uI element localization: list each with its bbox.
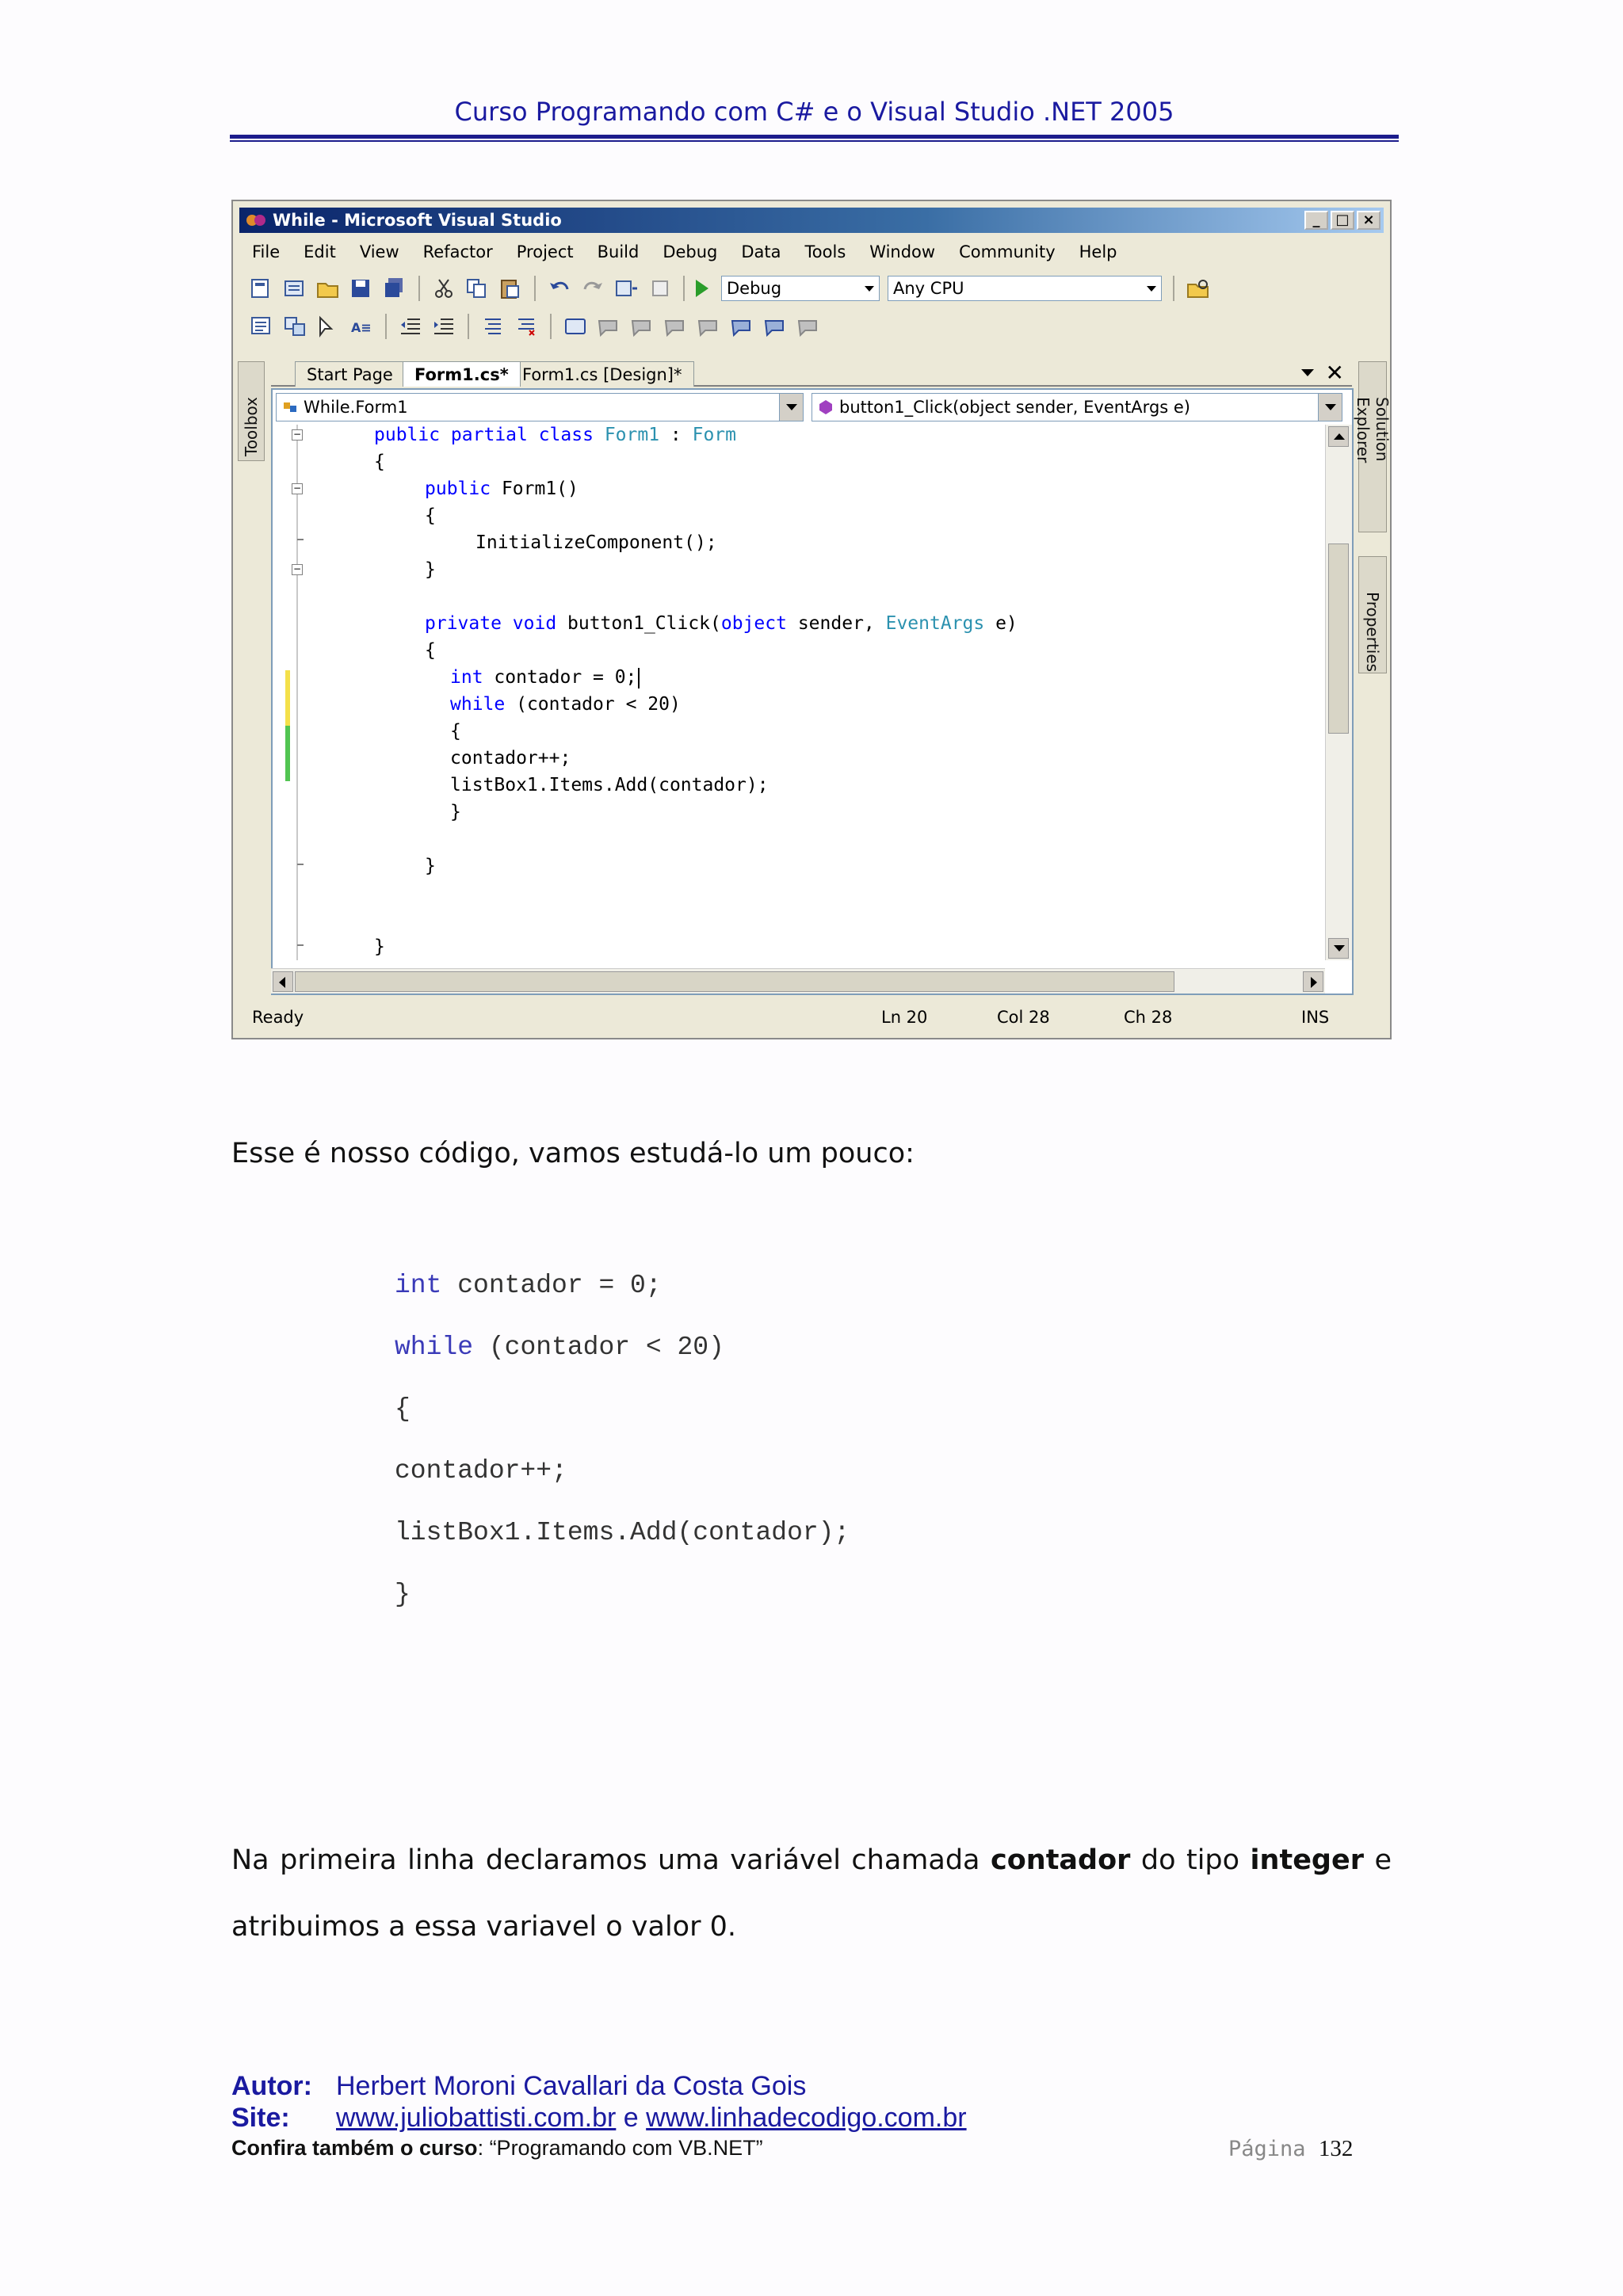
- menu-build[interactable]: Build: [597, 242, 640, 261]
- page-number-value: 132: [1318, 2136, 1354, 2161]
- header-rule: [230, 135, 1399, 139]
- footer-also-line: [231, 2136, 763, 2161]
- scroll-down-icon[interactable]: [1328, 938, 1349, 959]
- code-line: }: [425, 856, 436, 876]
- code-line: [425, 613, 1018, 634]
- keyword: while: [395, 1333, 474, 1362]
- keyword: int: [450, 667, 483, 688]
- save-icon[interactable]: [349, 277, 374, 300]
- solution-platform-value: Any CPU: [893, 279, 964, 298]
- type-name: EventArgs: [885, 613, 985, 634]
- toolbar-separator: [683, 276, 685, 301]
- snippet-line: {: [395, 1394, 411, 1424]
- menu-data[interactable]: Data: [741, 242, 781, 261]
- code-token: e): [984, 613, 1018, 634]
- toolbar-separator: [385, 314, 387, 339]
- code-token: sender,: [786, 613, 886, 634]
- also-label: Confira também o curso: [231, 2136, 478, 2160]
- snippet-line: [395, 1271, 662, 1300]
- code-token: (contador < 20): [473, 1333, 724, 1362]
- code-line: [374, 425, 736, 445]
- code-line: }: [450, 802, 461, 822]
- member-navigation-select[interactable]: [812, 393, 1342, 421]
- outline-margin: [296, 425, 298, 960]
- solution-explorer-tab-label: Solution Explorer: [1354, 397, 1392, 463]
- page-number: [1228, 2136, 1353, 2162]
- snippet-line: listBox1.Items.Add(contador);: [395, 1518, 850, 1547]
- new-project-icon[interactable]: [249, 277, 274, 300]
- document-tab-strip: [271, 358, 1352, 387]
- scroll-left-icon[interactable]: [273, 971, 293, 992]
- site-separator: e: [616, 2103, 647, 2133]
- quick-info-icon[interactable]: [315, 315, 341, 338]
- chevron-down-icon: [1147, 286, 1156, 292]
- decrease-indent-icon[interactable]: [398, 315, 423, 338]
- page-header-title: Curso Programando com C# e o Visual Studio .NET 2005: [454, 97, 1174, 127]
- toolbar-separator: [418, 276, 420, 301]
- code-token: contador = 0;: [483, 667, 637, 688]
- toolbar-separator: [1173, 276, 1174, 301]
- code-line: {: [374, 452, 385, 472]
- scroll-right-icon[interactable]: [1303, 971, 1323, 992]
- paste-icon[interactable]: [498, 277, 523, 300]
- tab-start-page[interactable]: Start Page: [295, 361, 405, 387]
- comment-lines-icon[interactable]: [480, 315, 506, 338]
- toolbox-tab[interactable]: [238, 361, 265, 461]
- complete-word-icon[interactable]: [349, 315, 374, 338]
- status-text: Ready: [252, 1008, 304, 1027]
- vs-window-title: While - Microsoft Visual Studio: [273, 211, 562, 230]
- code-token: Form1(): [491, 479, 579, 499]
- toggle-bookmark-icon[interactable]: [563, 315, 588, 338]
- status-insert-mode: INS: [1301, 1008, 1330, 1027]
- toolbar-separator: [534, 276, 536, 301]
- keyword: object: [720, 613, 787, 634]
- code-line: }: [374, 936, 385, 957]
- menu-window[interactable]: Window: [869, 242, 936, 261]
- chevron-down-icon: [865, 286, 874, 292]
- solution-configuration-value: Debug: [727, 279, 782, 298]
- close-window-button[interactable]: ×: [1357, 211, 1381, 230]
- keyword: private void: [425, 613, 557, 634]
- code-line: [425, 479, 579, 499]
- uncomment-lines-icon[interactable]: [514, 315, 539, 338]
- solution-configuration-select[interactable]: [721, 276, 880, 301]
- paragraph-text: Na primeira linha declaramos uma variável chamada: [231, 1844, 991, 1876]
- previous-bookmark-folder-icon[interactable]: [663, 315, 688, 338]
- solution-explorer-tab[interactable]: [1354, 361, 1392, 532]
- undo-icon[interactable]: [547, 277, 572, 300]
- outline-end-marker: [297, 864, 304, 865]
- member-navigation-value: button1_Click(object sender, EventArgs e): [839, 398, 1190, 417]
- type-name: Form: [692, 425, 736, 445]
- vertical-scrollbar[interactable]: [1325, 425, 1352, 960]
- menu-project[interactable]: Project: [516, 242, 574, 261]
- close-document-icon[interactable]: ✕: [1325, 360, 1344, 386]
- increase-indent-icon[interactable]: [431, 315, 456, 338]
- horizontal-scrollbar[interactable]: [271, 968, 1325, 994]
- type-name: Form1: [604, 425, 660, 445]
- toolbar-separator: [550, 314, 552, 339]
- tab-form1-cs[interactable]: Form1.cs*: [403, 361, 521, 387]
- clear-bookmarks-icon[interactable]: [796, 315, 821, 338]
- previous-bookmark-document-icon[interactable]: [729, 315, 754, 338]
- code-token: button1_Click(: [556, 613, 721, 634]
- menu-edit[interactable]: Edit: [304, 242, 336, 261]
- menu-view[interactable]: View: [359, 242, 399, 261]
- scroll-thumb[interactable]: [295, 971, 1174, 992]
- collapse-icon[interactable]: −: [292, 429, 302, 440]
- tab-form1-design[interactable]: Form1.cs [Design]*: [510, 361, 694, 387]
- keyword: public partial class: [374, 425, 594, 445]
- minimize-button[interactable]: _: [1304, 211, 1328, 230]
- open-folder-icon[interactable]: [315, 277, 341, 300]
- paragraph-text: e atribuimos a essa variavel o valor 0.: [231, 1844, 1392, 1943]
- navigate-backward-icon[interactable]: [613, 277, 639, 300]
- emphasis-integer: integer: [1250, 1844, 1364, 1876]
- display-object-member-list-icon[interactable]: [249, 315, 274, 338]
- method-icon: [817, 399, 834, 416]
- snippet-line: }: [395, 1580, 411, 1609]
- code-line: {: [425, 505, 436, 526]
- intro-paragraph: Esse é nosso código, vamos estudá-lo um pouco:: [231, 1138, 915, 1169]
- status-character: Ch 28: [1124, 1008, 1173, 1027]
- keyword: int: [395, 1271, 442, 1300]
- footer-author-line: [231, 2071, 807, 2102]
- snippet-line: [395, 1333, 724, 1362]
- code-line: InitializeComponent();: [475, 532, 717, 553]
- chevron-down-icon: [779, 394, 803, 421]
- class-navigation-select[interactable]: [276, 393, 804, 421]
- maximize-button[interactable]: □: [1331, 211, 1354, 230]
- code-token: contador = 0;: [441, 1271, 662, 1300]
- code-line: listBox1.Items.Add(contador);: [450, 775, 769, 795]
- properties-tab-label: Properties: [1363, 592, 1382, 673]
- footer-site-line: [231, 2103, 967, 2134]
- parameter-info-icon[interactable]: [282, 315, 307, 338]
- next-bookmark-folder-icon[interactable]: [696, 315, 721, 338]
- vs-window-screenshot: [231, 200, 1392, 1039]
- code-line: {: [450, 721, 461, 742]
- redo-icon[interactable]: [580, 277, 605, 300]
- status-bar: [239, 1001, 1384, 1033]
- menu-tools[interactable]: Tools: [804, 242, 846, 261]
- keyword: while: [450, 694, 506, 715]
- menu-debug[interactable]: Debug: [663, 242, 718, 261]
- start-debugging-icon[interactable]: [696, 280, 708, 297]
- chevron-down-icon: [1318, 394, 1342, 421]
- class-navigation-value: While.Form1: [304, 398, 408, 417]
- solution-platform-select[interactable]: [888, 276, 1162, 301]
- scroll-thumb[interactable]: [1328, 543, 1349, 734]
- scroll-up-icon[interactable]: [1328, 426, 1349, 447]
- cut-icon[interactable]: [431, 277, 456, 300]
- explanation-paragraph: [231, 1827, 1392, 1960]
- toolbox-tab-label: Toolbox: [242, 397, 261, 456]
- author-label: Autor:: [231, 2071, 312, 2101]
- vs-titlebar: [239, 208, 1384, 233]
- saved-change-marker: [285, 726, 290, 781]
- code-text-area[interactable]: [273, 425, 1327, 960]
- previous-bookmark-icon[interactable]: [596, 315, 621, 338]
- menu-help[interactable]: Help: [1079, 242, 1117, 261]
- copy-icon[interactable]: [464, 277, 490, 300]
- outline-end-marker: [297, 539, 304, 540]
- next-bookmark-icon[interactable]: [629, 315, 655, 338]
- code-line: {: [425, 640, 436, 661]
- code-line: }: [425, 559, 436, 580]
- code-token: (contador < 20): [505, 694, 681, 715]
- collapse-icon[interactable]: −: [292, 482, 302, 494]
- vs-menubar: [239, 236, 1384, 268]
- menu-file[interactable]: File: [252, 242, 281, 261]
- emphasis-contador: contador: [990, 1844, 1131, 1876]
- keyword: public: [425, 479, 491, 499]
- code-editor[interactable]: [271, 388, 1354, 995]
- also-course: : “Programando com VB.NET”: [477, 2136, 763, 2160]
- toolbar-separator: [468, 314, 469, 339]
- paragraph-text: do tipo: [1130, 1844, 1251, 1876]
- text-caret: [638, 668, 640, 688]
- outline-end-marker: [297, 944, 304, 946]
- standard-toolbar: [239, 271, 1384, 306]
- header-rule-thin: [230, 140, 1399, 142]
- page-label: Página: [1228, 2137, 1306, 2161]
- find-in-files-icon[interactable]: [1186, 277, 1211, 300]
- code-line: [450, 667, 640, 688]
- code-line: [450, 694, 681, 715]
- code-line: contador++;: [450, 748, 571, 769]
- next-bookmark-document-icon[interactable]: [762, 315, 788, 338]
- status-line: Ln 20: [881, 1008, 928, 1027]
- add-item-icon[interactable]: [282, 277, 307, 300]
- code-token: :: [659, 425, 693, 445]
- menu-refactor[interactable]: Refactor: [422, 242, 493, 261]
- status-column: Col 28: [997, 1008, 1050, 1027]
- unsaved-change-marker: [285, 670, 290, 726]
- class-icon: [281, 399, 299, 416]
- active-files-dropdown-icon[interactable]: [1301, 369, 1314, 376]
- site-link-linhadecodigo[interactable]: www.linhadecodigo.com.br: [646, 2103, 967, 2133]
- site-link-juliobattisti[interactable]: www.juliobattisti.com.br: [336, 2103, 617, 2133]
- author-name: Herbert Moroni Cavallari da Costa Gois: [336, 2071, 807, 2101]
- navigate-forward-icon[interactable]: [647, 277, 672, 300]
- menu-community[interactable]: Community: [959, 242, 1056, 261]
- snippet-line: contador++;: [395, 1456, 567, 1486]
- visual-studio-icon: [246, 212, 266, 229]
- properties-tab[interactable]: [1358, 556, 1387, 673]
- site-label: Site:: [231, 2103, 290, 2133]
- svg-text:A≡: A≡: [351, 320, 372, 335]
- collapse-icon[interactable]: −: [292, 563, 302, 574]
- text-editor-toolbar: [239, 309, 1384, 344]
- save-all-icon[interactable]: [382, 277, 407, 300]
